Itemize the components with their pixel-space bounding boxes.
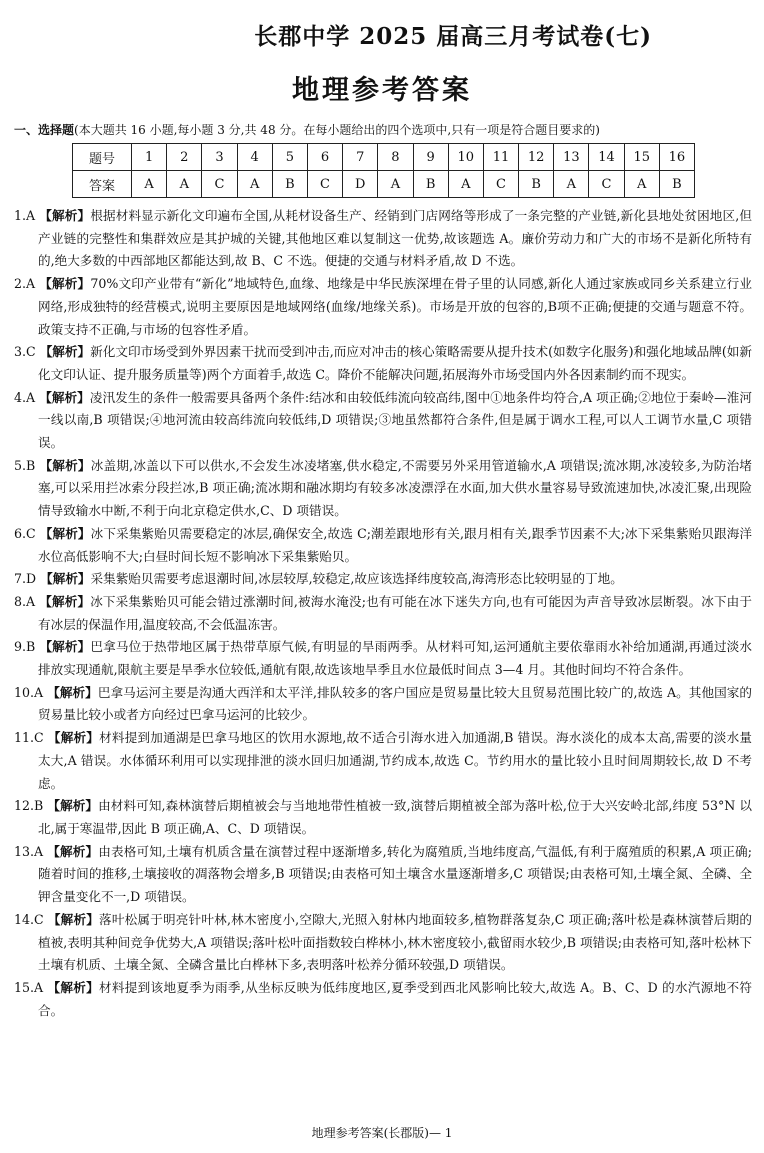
answer-letter: B <box>659 171 694 198</box>
question-number: 9 <box>413 144 448 171</box>
explanation-text: 由材料可知,森林演替后期植被会与当地地带性植被一致,演替后期植被全部为落叶松,位于大兴安岭北部,纬度 53°N 以北,属于寒温带,因此 B 项正确,A、C、D 项错误。 <box>38 798 752 836</box>
explanation-number: 4.A <box>14 389 36 405</box>
explanation-number: 9.B <box>14 639 36 655</box>
explanation-item <box>14 909 752 977</box>
explanation-tag: 【解析】 <box>39 276 91 292</box>
explanation-text: 材料提到该地夏季为雨季,从坐标反映为低纬度地区,夏季受到西北风影响比较大,故选 A。B、C、D 的水汽源地不符合。 <box>38 979 753 1018</box>
question-number: 2 <box>167 144 202 171</box>
answer-letter: C <box>483 171 518 198</box>
answer-table-number-label: 题号 <box>73 144 132 171</box>
explanation-number: 12.B <box>14 798 44 814</box>
explanation-text: 巴拿马位于热带地区属于热带草原气候,有明显的旱雨两季。从材料可知,运河通航主要依靠雨水补给加通湖,再通过淡水排放实现通航,限航主要是旱季水位较低,通航有限,故选该地旱季且水位最低时间点 3—4 月。其他时间均不符合条件。 <box>38 639 753 678</box>
explanation-text: 新化文印市场受到外界因素干扰而受到冲击,而应对冲击的核心策略需要从提升技术(如数字化服务)和强化地域品牌(如新化文印认证、提升服务质量等)两个方面着手,故选 C。降价不能解决问题,拓展海外市场受国内外各因素制约而不现实。 <box>38 344 752 382</box>
question-number: 3 <box>202 144 237 171</box>
explanation-item <box>14 841 752 909</box>
explanation-tag: 【解析】 <box>39 389 90 405</box>
explanation-text: 落叶松属于明亮针叶林,林木密度小,空隙大,光照入射林内地面较多,植物群落复杂,C 项正确;落叶松是森林演替后期的植被,表明其种间竞争优势大,A 项错误;落叶松叶面指数较白桦林小,林木密度较小,截留雨水较少,B 项错误;由表格可知,落叶松林下土壤有机质、土壤全氮、全磷含量比白桦林下多,表明落叶松养分循环较强,D 项错误。 <box>38 911 752 973</box>
explanation-number: 8.A <box>14 593 36 609</box>
answer-table-number-row <box>73 144 695 171</box>
explanation-tag: 【解析】 <box>47 684 98 700</box>
explanation-item <box>14 636 752 681</box>
answer-table <box>72 143 695 198</box>
explanation-text: 根据材料显示新化文印遍布全国,从耗材设备生产、经销到门店网络等形成了一条完整的产业链,新化县地处贫困地区,但产业链的完整性和集群效应是其护城的关键,其他地区难以复制这一优势,故该题选 A。廉价劳动力和广大的市场不是新化所特有的,绝大多数的中西部地区都能达到,故 B、C 不选。便捷的交通与材料矛盾,故 D 不选。 <box>38 208 753 269</box>
explanation-tag: 【解析】 <box>47 730 100 746</box>
explanation-text: 材料提到加通湖是巴拿马地区的饮用水源地,故不适合引海水进入加通湖,B 错误。海水淡化的成本太高,需要的淡水量太大,A 错误。水体循环利用可以实现排泄的淡水回归加通湖,节约成本,故选 C。节约用水的量比较小且时间周期较长,故 D 不考虑。 <box>38 730 752 791</box>
explanation-text: 冰盖期,冰盖以下可以供水,不会发生冰凌堵塞,供水稳定,不需要另外采用管道输水,A 项错误;流冰期,冰凌较多,为防治堵塞,可以采用拦冰索分段拦冰,B 项正确;流冰期和融冰期均有较多冰凌漂浮在水面,加大供水量容易导致流速加快,冰凌汇聚,出现险情导致输水中断,不利于向北京稳定供水,C、D 项错误。 <box>38 457 752 519</box>
answer-letter: A <box>132 171 167 198</box>
section-heading-label: 一、选择题 <box>14 123 75 137</box>
page-footer: 地理参考答案(长郡版)— 1 <box>311 1126 453 1140</box>
explanation-text: 70%文印产业带有“新化”地域特色,血缘、地缘是中华民族深埋在骨子里的认同感,新化人通过家族或同乡关系建立行业网络,形成独特的经营模式,说明主要原因是地域网络(血缘/地缘关系)。市场是开放的包容的,B项不正确;便捷的交通与题意不符。政策支持不正确,与市场的包容性矛盾。 <box>38 276 752 337</box>
explanation-item <box>14 455 752 523</box>
explanation-tag: 【解析】 <box>39 344 91 360</box>
answer-letter: A <box>554 171 589 198</box>
explanation-tag: 【解析】 <box>39 208 91 223</box>
explanation-text: 巴拿马运河主要是沟通大西洋和太平洋,排队较多的客户国应是贸易量比较大且贸易范围比较广的,故选 A。其他国家的贸易量比较小或者方向经过巴拿马运河的比较少。 <box>38 684 753 723</box>
answer-letter: C <box>202 171 237 198</box>
question-number: 8 <box>378 144 413 171</box>
answer-letter: C <box>589 171 624 198</box>
answer-letter: A <box>624 171 659 198</box>
answer-letter: A <box>237 171 272 198</box>
explanations <box>14 205 752 1022</box>
explanation-item <box>14 682 752 727</box>
explanation-tag: 【解析】 <box>47 843 99 859</box>
question-number: 13 <box>554 144 589 171</box>
explanation-number: 2.A <box>14 276 36 292</box>
explanation-item <box>14 568 752 591</box>
explanation-tag: 【解析】 <box>39 525 91 541</box>
explanation-tag: 【解析】 <box>47 911 100 927</box>
explanation-item <box>14 591 752 636</box>
answer-letter: A <box>378 171 413 198</box>
explanation-text: 由表格可知,土壤有机质含量在演替过程中逐渐增多,转化为腐殖质,当地纬度高,气温低,有利于腐殖质的积累,A 项正确;随着时间的推移,土壤接收的凋落物会增多,B 项错误;由表格可知土壤含水量逐渐增多,C 项错误;由表格可知,土壤全氮、全磷、全钾含量变化不一,D 项错误。 <box>38 843 752 905</box>
answer-letter: D <box>343 171 378 198</box>
question-number: 11 <box>483 144 518 171</box>
question-number: 6 <box>307 144 342 171</box>
explanation-text: 冰下采集紫贻贝需要稳定的冰层,确保安全,故选 C;潮差跟地形有关,跟月相有关,跟季节因素不大;冰下采集紫贻贝跟海洋水位高低影响不大;白昼时间长短不影响冰下采集紫贻贝。 <box>38 525 752 564</box>
explanation-tag: 【解析】 <box>39 593 91 609</box>
explanation-tag: 【解析】 <box>39 457 91 473</box>
explanation-tag: 【解析】 <box>40 571 91 587</box>
question-number: 14 <box>589 144 624 171</box>
answer-letter: A <box>167 171 202 198</box>
explanation-number: 5.B <box>14 457 36 473</box>
explanation-item <box>14 341 752 386</box>
explanation-text: 冰下采集紫贻贝可能会错过涨潮时间,被海水淹没;也有可能在冰下迷失方向,也有可能因为声音导致冰层断裂。冰下由于有冰层的保温作用,温度较高,不会低温冻害。 <box>38 593 753 632</box>
school-title: 长郡中学 2025 届高三月考试卷(七) <box>254 23 652 50</box>
explanation-item <box>14 727 752 795</box>
page-title: 地理参考答案 <box>292 75 472 106</box>
answer-letter: B <box>272 171 307 198</box>
explanation-number: 11.C <box>14 730 44 746</box>
explanation-item <box>14 387 752 455</box>
explanation-number: 13.A <box>14 843 44 859</box>
question-number: 1 <box>132 144 167 171</box>
explanation-text: 凌汛发生的条件一般需要具备两个条件:结冰和由较低纬流向较高纬,图中①地条件均符合,A 项正确;②地位于秦岭—淮河一线以南,B 项错误;④地河流由较高纬流向较低纬,D 项错误;③地虽然都符合条件,但是属于调水工程,可以人工调节水量,C 项错误。 <box>38 389 753 451</box>
question-number: 7 <box>343 144 378 171</box>
explanation-tag: 【解析】 <box>47 979 99 995</box>
explanation-item <box>14 795 752 840</box>
section-heading-instructions: (本大题共 16 小题,每小题 3 分,共 48 分。在每小题给出的四个选项中,只有一项是符合题目要求的) <box>74 123 600 137</box>
section-heading <box>14 121 600 138</box>
explanation-number: 7.D <box>14 571 37 587</box>
explanation-tag: 【解析】 <box>39 639 91 655</box>
explanation-number: 3.C <box>14 344 36 360</box>
explanation-item <box>14 523 752 568</box>
explanation-number: 6.C <box>14 525 36 541</box>
explanation-item <box>14 205 752 273</box>
explanation-number: 10.A <box>14 684 44 700</box>
explanation-number: 1.A <box>14 208 36 223</box>
question-number: 4 <box>237 144 272 171</box>
question-number: 10 <box>448 144 483 171</box>
answer-letter: B <box>519 171 554 198</box>
question-number: 15 <box>624 144 659 171</box>
explanation-item <box>14 977 752 1022</box>
explanation-item <box>14 273 752 341</box>
answer-table-answer-row <box>73 171 695 198</box>
question-number: 16 <box>659 144 694 171</box>
explanation-number: 14.C <box>14 911 44 927</box>
question-number: 5 <box>272 144 307 171</box>
answer-letter: A <box>448 171 483 198</box>
answer-letter: C <box>307 171 342 198</box>
explanation-text: 采集紫贻贝需要考虑退潮时间,冰层较厚,较稳定,故应该选择纬度较高,海湾形态比较明显的丁地。 <box>90 571 623 587</box>
answer-letter: B <box>413 171 448 198</box>
explanation-tag: 【解析】 <box>47 798 99 814</box>
question-number: 12 <box>519 144 554 171</box>
answer-table-answer-label: 答案 <box>73 171 132 198</box>
explanation-number: 15.A <box>14 979 44 995</box>
